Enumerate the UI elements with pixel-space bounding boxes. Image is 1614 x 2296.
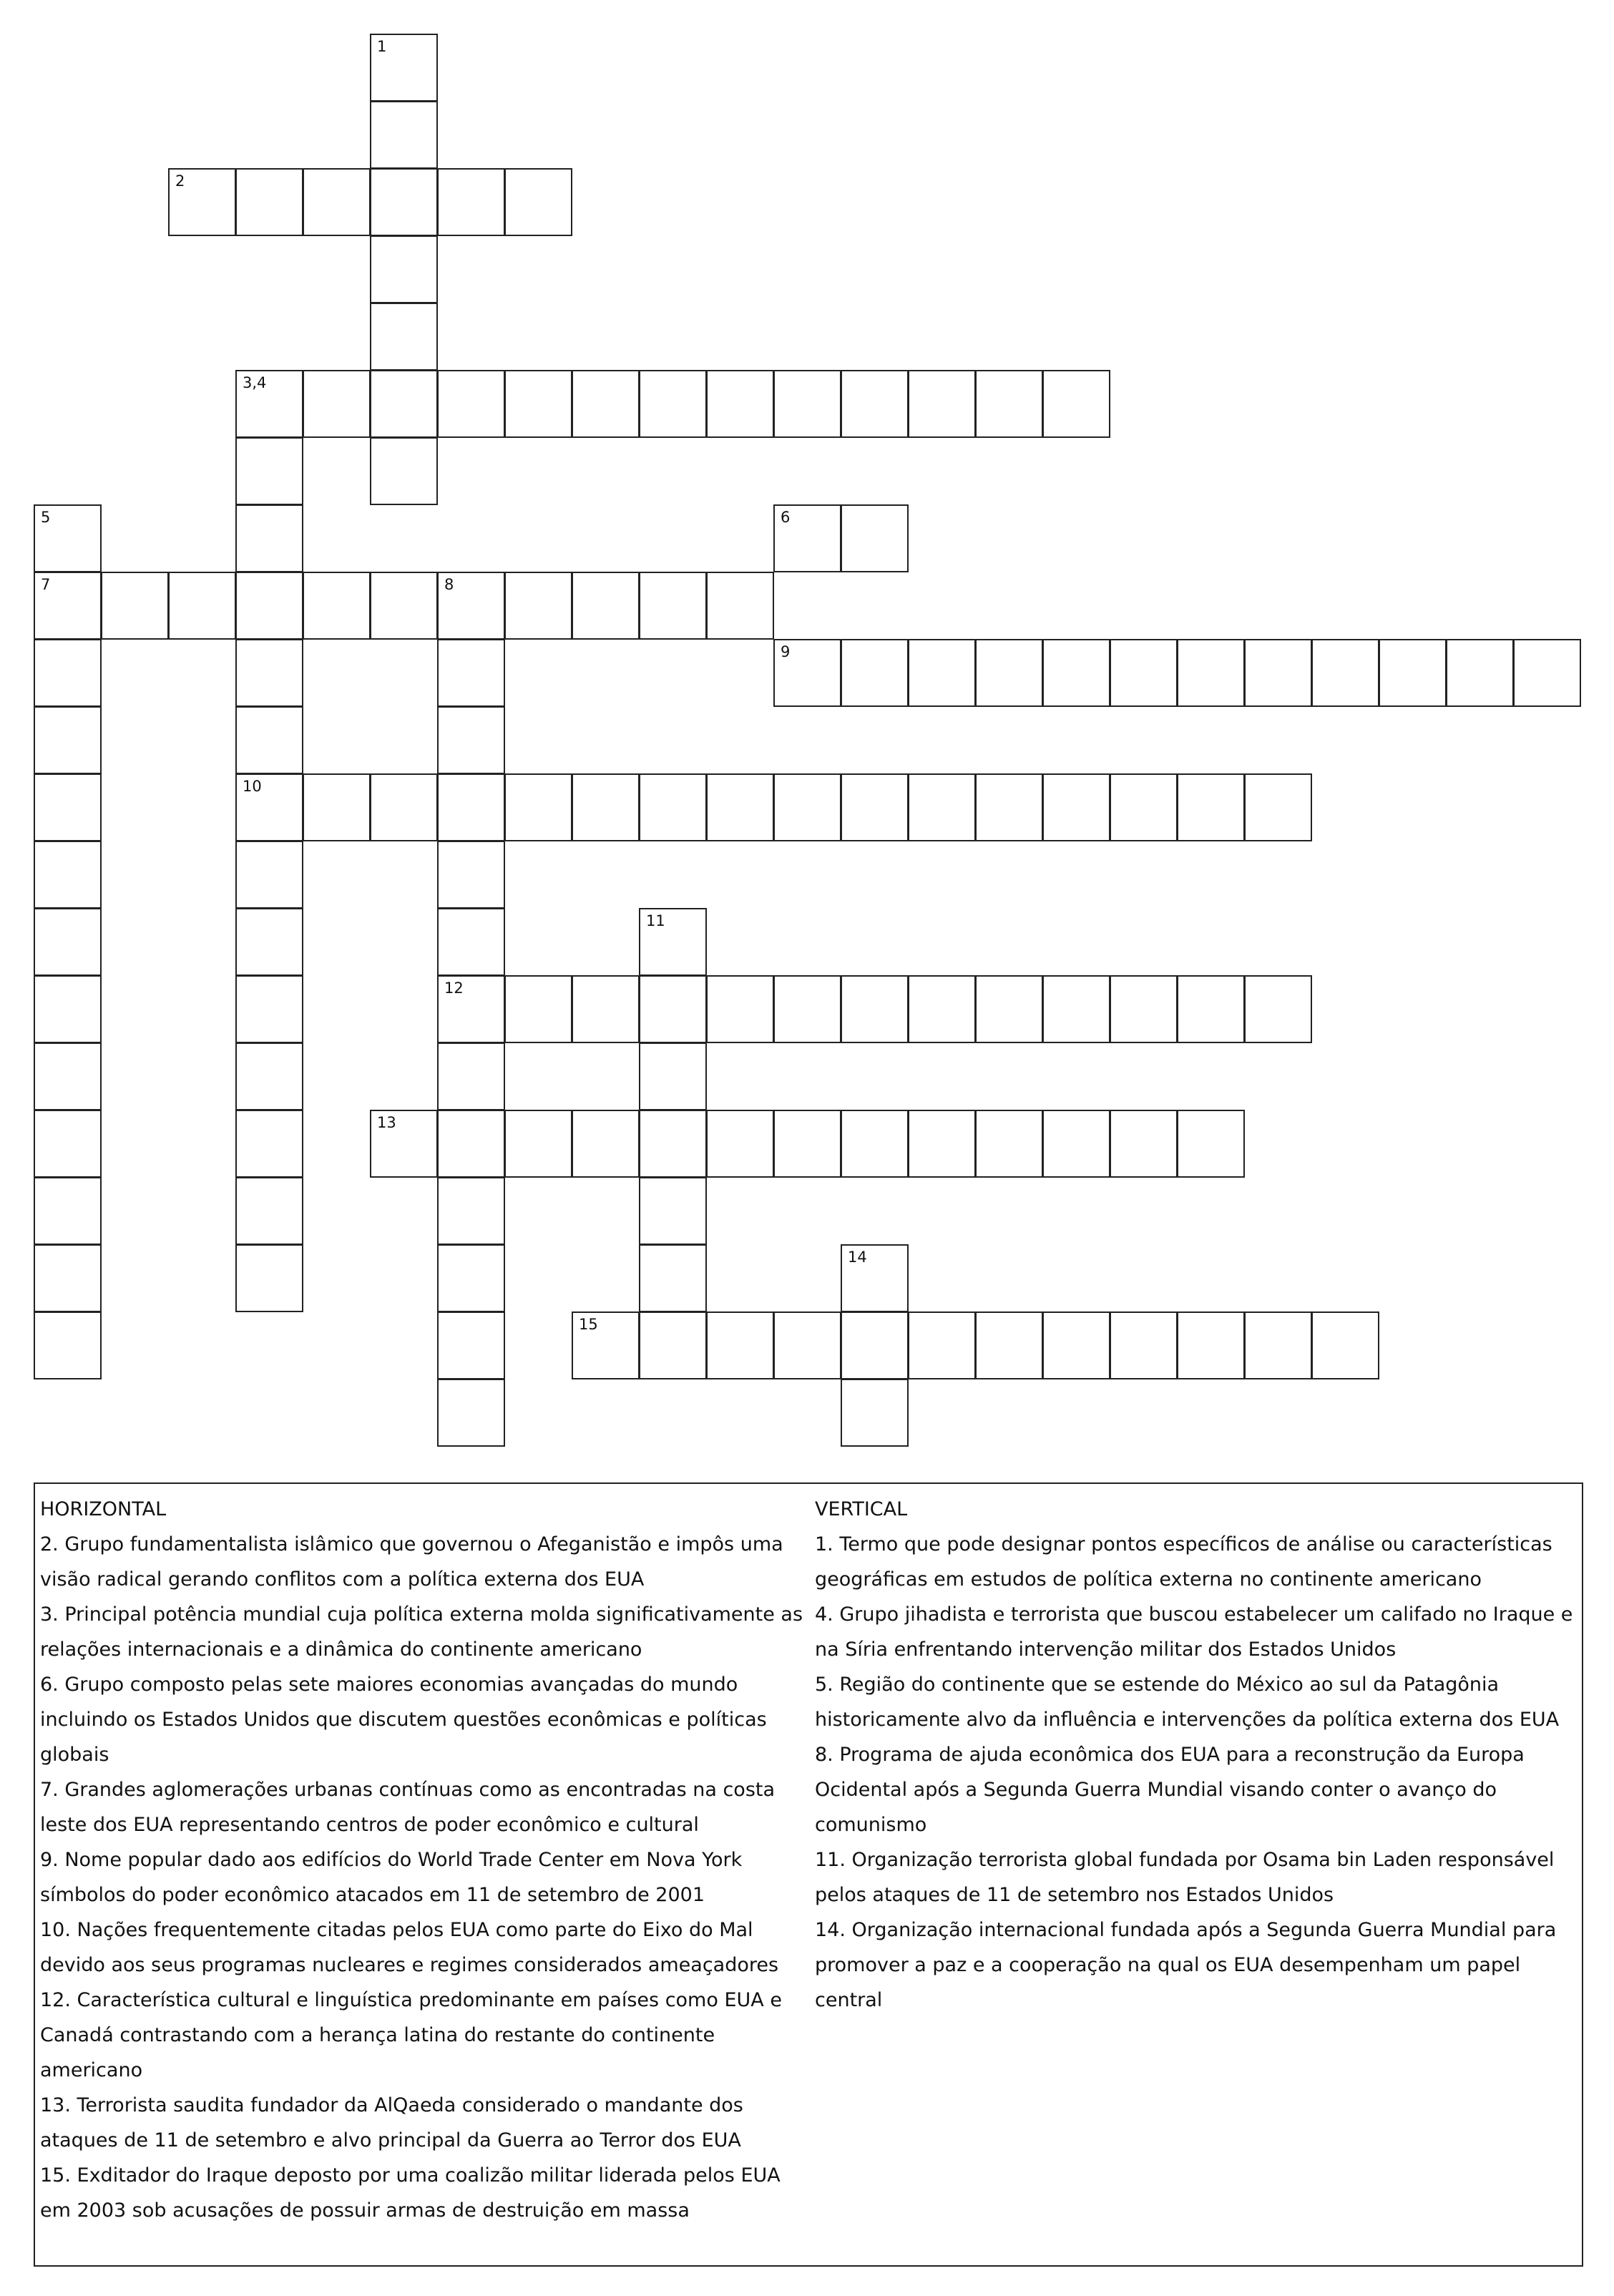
clue-line: 15. Exditador do Iraque deposto por uma coalizão militar liderada pelos EUA (40, 2164, 781, 2187)
crossword-cell[interactable] (1042, 370, 1110, 438)
horizontal-title: HORIZONTAL (40, 1498, 167, 1520)
clue-line: pelos ataques de 11 de setembro nos Estados Unidos (815, 1884, 1334, 1906)
crossword-cell[interactable] (773, 370, 841, 438)
clue-line: promover a paz e a cooperação na qual os EUA desempenham um papel central (815, 1954, 1521, 2011)
crossword-cell[interactable] (437, 168, 505, 236)
crossword-cell[interactable] (975, 773, 1043, 841)
crossword-cell[interactable] (639, 572, 707, 640)
crossword-cell[interactable] (572, 572, 640, 640)
horizontal-clues (40, 1493, 820, 2228)
crossword-cell[interactable] (1311, 639, 1379, 707)
crossword-cell[interactable] (34, 773, 102, 841)
crossword-cell[interactable] (34, 1042, 102, 1110)
crossword-cell[interactable] (639, 1042, 707, 1110)
crossword-cell[interactable] (639, 908, 707, 976)
clue-line: ataques de 11 de setembro e alvo principal da Guerra ao Terror dos EUA (40, 2129, 741, 2151)
horizontal-clue-list (40, 1527, 820, 2228)
crossword-cell[interactable] (504, 1110, 572, 1178)
crossword-cell[interactable] (572, 370, 640, 438)
crossword-cell[interactable] (572, 975, 640, 1043)
crossword-cell[interactable] (639, 1311, 707, 1379)
clue-number: 9 (781, 643, 791, 660)
clue-line: em 2003 sob acusações de possuir armas de destruição em massa (40, 2199, 690, 2222)
crossword-cell[interactable] (706, 975, 774, 1043)
clue-line: 11. Organização terrorista global fundada por Osama bin Laden responsável (815, 1849, 1555, 1871)
crossword-cell[interactable] (1110, 975, 1178, 1043)
crossword-cell[interactable] (572, 773, 640, 841)
crossword-cell[interactable] (841, 773, 909, 841)
crossword-cell[interactable] (235, 504, 303, 572)
crossword-cell[interactable] (841, 639, 909, 707)
crossword-cell[interactable] (1311, 1311, 1379, 1379)
crossword-cell[interactable] (706, 370, 774, 438)
clue-number: 10 (243, 778, 262, 795)
crossword-cell[interactable] (1244, 975, 1312, 1043)
crossword-cell[interactable] (908, 1311, 976, 1379)
crossword-cell[interactable] (235, 639, 303, 707)
clue-line: 3. Principal potência mundial cuja política externa molda significativamente as (40, 1603, 803, 1626)
vertical-clues (815, 1493, 1580, 2018)
clue-line: 7. Grandes aglomerações urbanas contínuas como as encontradas na costa (40, 1779, 776, 1801)
crossword-cell[interactable] (34, 572, 102, 640)
clue-number: 13 (377, 1114, 396, 1131)
crossword-cell[interactable] (841, 370, 909, 438)
crossword-cell[interactable] (504, 370, 572, 438)
crossword-cell[interactable] (773, 773, 841, 841)
crossword-cell[interactable] (235, 1244, 303, 1312)
crossword-cell[interactable] (572, 1311, 640, 1379)
clue-line: na Síria enfrentando intervenção militar dos Estados Unidos (815, 1638, 1397, 1661)
crossword-cell[interactable] (975, 639, 1043, 707)
crossword-cell[interactable] (572, 1110, 640, 1178)
clue-line: leste dos EUA representando centros de poder econômico e cultural (40, 1814, 699, 1836)
crossword-cell[interactable] (303, 773, 371, 841)
clue-number: 3,4 (243, 374, 267, 391)
crossword-cell[interactable] (504, 975, 572, 1043)
crossword-cell[interactable] (773, 1110, 841, 1178)
clue-line: 2. Grupo fundamentalista islâmico que governou o Afeganistão e impôs uma (40, 1533, 783, 1555)
crossword-cell[interactable] (235, 975, 303, 1043)
clue-line: 13. Terrorista saudita fundador da AlQaeda considerado o mandante dos (40, 2094, 743, 2116)
crossword-cell[interactable] (1446, 639, 1514, 707)
crossword-cell[interactable] (841, 504, 909, 572)
crossword-cell[interactable] (437, 841, 505, 909)
crossword-cell[interactable] (370, 773, 438, 841)
crossword-cell[interactable] (437, 370, 505, 438)
crossword-cell[interactable] (1379, 639, 1447, 707)
clue-number: 15 (579, 1316, 598, 1333)
crossword-cell[interactable] (908, 773, 976, 841)
crossword-cell[interactable] (639, 1110, 707, 1178)
crossword-cell[interactable] (975, 975, 1043, 1043)
clue-line: americano (40, 2059, 143, 2081)
crossword-cell[interactable] (437, 773, 505, 841)
crossword-cell[interactable] (639, 370, 707, 438)
crossword-cell[interactable] (841, 1244, 909, 1312)
crossword-cell[interactable] (908, 370, 976, 438)
crossword-cell[interactable] (303, 572, 371, 640)
clue-line: devido aos seus programas nucleares e regimes considerados ameaçadores (40, 1954, 779, 1976)
crossword-cell[interactable] (34, 1244, 102, 1312)
clue-line: 1. Termo que pode designar pontos específicos de análise ou características (815, 1533, 1552, 1555)
crossword-cell[interactable] (1177, 773, 1245, 841)
crossword-cell[interactable] (437, 975, 505, 1043)
crossword-cell[interactable] (1042, 1311, 1110, 1379)
crossword-cell[interactable] (437, 1042, 505, 1110)
crossword-cell[interactable] (437, 1379, 505, 1447)
crossword-cell[interactable] (639, 773, 707, 841)
crossword-cell[interactable] (370, 235, 438, 303)
crossword-cell[interactable] (437, 908, 505, 976)
crossword-cell[interactable] (303, 370, 371, 438)
crossword-cell[interactable] (1110, 1110, 1178, 1178)
crossword-cell[interactable] (841, 1311, 909, 1379)
crossword-cell[interactable] (1513, 639, 1581, 707)
crossword-cell[interactable] (235, 773, 303, 841)
crossword-cell[interactable] (235, 706, 303, 774)
crossword-cell[interactable] (706, 773, 774, 841)
crossword-cell[interactable] (437, 706, 505, 774)
clue-number: 6 (781, 509, 791, 526)
crossword-cell[interactable] (370, 34, 438, 102)
crossword-cell[interactable] (235, 908, 303, 976)
clue-line: 12. Característica cultural e linguística predominante em países como EUA e (40, 1989, 782, 2011)
clue-line: Ocidental após a Segunda Guerra Mundial visando conter o avanço do (815, 1779, 1497, 1801)
clue-line: historicamente alvo da influência e intervenções da política externa dos EUA (815, 1709, 1560, 1731)
crossword-cell[interactable] (1244, 639, 1312, 707)
crossword-cell[interactable] (1177, 639, 1245, 707)
clue-line: globais (40, 1744, 109, 1766)
crossword-cell[interactable] (706, 1311, 774, 1379)
crossword-cell[interactable] (235, 168, 303, 236)
crossword-cell[interactable] (437, 572, 505, 640)
clue-line: incluindo os Estados Unidos que discutem questões econômicas e políticas (40, 1709, 767, 1731)
crossword-cell[interactable] (34, 639, 102, 707)
crossword-cell[interactable] (1042, 975, 1110, 1043)
crossword-cell[interactable] (437, 1311, 505, 1379)
crossword-cell[interactable] (841, 975, 909, 1043)
crossword-cell[interactable] (504, 572, 572, 640)
clue-line: comunismo (815, 1814, 927, 1836)
crossword-cell[interactable] (1244, 773, 1312, 841)
crossword-cell[interactable] (975, 1311, 1043, 1379)
clue-line: relações internacionais e a dinâmica do continente americano (40, 1638, 642, 1661)
crossword-cell[interactable] (101, 572, 169, 640)
crossword-cell[interactable] (370, 101, 438, 169)
crossword-cell[interactable] (908, 975, 976, 1043)
vertical-clue-list (815, 1527, 1580, 2018)
clue-number: 1 (377, 38, 387, 55)
clue-number: 8 (444, 576, 454, 593)
crossword-cell[interactable] (1244, 1311, 1312, 1379)
crossword-cell[interactable] (706, 1110, 774, 1178)
crossword-cell[interactable] (370, 572, 438, 640)
clue-line: 5. Região do continente que se estende do México ao sul da Patagônia (815, 1674, 1500, 1696)
crossword-cell[interactable] (34, 975, 102, 1043)
crossword-cell[interactable] (504, 773, 572, 841)
crossword-cell[interactable] (1042, 773, 1110, 841)
clue-number: 7 (41, 576, 51, 593)
crossword-cell[interactable] (975, 370, 1043, 438)
crossword-cell[interactable] (1042, 1110, 1110, 1178)
crossword-cell[interactable] (1177, 1110, 1245, 1178)
crossword-cell[interactable] (235, 1177, 303, 1245)
crossword-cell[interactable] (437, 1110, 505, 1178)
clue-line: 8. Programa de ajuda econômica dos EUA para a reconstrução da Europa (815, 1744, 1525, 1766)
crossword-cell[interactable] (639, 1244, 707, 1312)
crossword-cell[interactable] (841, 1379, 909, 1447)
clue-number: 12 (444, 980, 464, 997)
crossword-cell[interactable] (235, 572, 303, 640)
clue-line: 14. Organização internacional fundada após a Segunda Guerra Mundial para (815, 1919, 1557, 1941)
crossword-cell[interactable] (235, 370, 303, 438)
crossword-cell[interactable] (303, 168, 371, 236)
crossword-cell[interactable] (975, 1110, 1043, 1178)
crossword-cell[interactable] (639, 1177, 707, 1245)
crossword-cell[interactable] (34, 908, 102, 976)
crossword-cell[interactable] (370, 1110, 438, 1178)
clue-number: 11 (646, 912, 665, 929)
clue-number: 2 (175, 172, 185, 190)
crossword-cell[interactable] (437, 1244, 505, 1312)
clue-line: 10. Nações frequentemente citadas pelos EUA como parte do Eixo do Mal (40, 1919, 753, 1941)
crossword-cell[interactable] (235, 1110, 303, 1178)
crossword-cell[interactable] (370, 303, 438, 371)
crossword-cell[interactable] (1110, 773, 1178, 841)
crossword-cell[interactable] (235, 437, 303, 505)
clue-line: Canadá contrastando com a herança latina do restante do continente (40, 2024, 715, 2046)
crossword-cell[interactable] (1110, 1311, 1178, 1379)
clue-number: 5 (41, 509, 51, 526)
crossword-cell[interactable] (437, 1177, 505, 1245)
clue-line: 6. Grupo composto pelas sete maiores economias avançadas do mundo (40, 1674, 738, 1696)
crossword-cell[interactable] (773, 639, 841, 707)
crossword-cell[interactable] (773, 1311, 841, 1379)
clue-line: visão radical gerando conflitos com a política externa dos EUA (40, 1568, 645, 1591)
crossword-cell[interactable] (1177, 1311, 1245, 1379)
crossword-cell[interactable] (370, 370, 438, 438)
clue-line: geográficas em estudos de política externa no continente americano (815, 1568, 1482, 1591)
crossword-cell[interactable] (437, 639, 505, 707)
crossword-cell[interactable] (370, 437, 438, 505)
crossword-cell[interactable] (34, 841, 102, 909)
crossword-cell[interactable] (235, 1042, 303, 1110)
crossword-cell[interactable] (34, 1110, 102, 1178)
crossword-cell[interactable] (1177, 975, 1245, 1043)
crossword-cell[interactable] (168, 168, 236, 236)
crossword-cell[interactable] (773, 975, 841, 1043)
clue-number: 14 (848, 1249, 867, 1266)
crossword-cell[interactable] (908, 639, 976, 707)
vertical-title: VERTICAL (815, 1498, 908, 1520)
crossword-cell[interactable] (1110, 639, 1178, 707)
crossword-cell[interactable] (370, 168, 438, 236)
clue-line: 4. Grupo jihadista e terrorista que buscou estabelecer um califado no Iraque e (815, 1603, 1573, 1626)
clue-line: 9. Nome popular dado aos edifícios do World Trade Center em Nova York (40, 1849, 743, 1871)
crossword-cell[interactable] (34, 1311, 102, 1379)
clue-line: símbolos do poder econômico atacados em 11 de setembro de 2001 (40, 1884, 705, 1906)
crossword-cell[interactable] (235, 841, 303, 909)
crossword-cell[interactable] (841, 1110, 909, 1178)
crossword-cell[interactable] (773, 504, 841, 572)
crossword-cell[interactable] (908, 1110, 976, 1178)
crossword-cell[interactable] (34, 706, 102, 774)
crossword-cell[interactable] (34, 504, 102, 572)
clues-box (34, 1482, 1583, 2267)
crossword-cell[interactable] (639, 975, 707, 1043)
crossword-cell[interactable] (706, 572, 774, 640)
crossword-cell[interactable] (168, 572, 236, 640)
crossword-cell[interactable] (34, 1177, 102, 1245)
crossword-cell[interactable] (504, 168, 572, 236)
crossword-cell[interactable] (1042, 639, 1110, 707)
